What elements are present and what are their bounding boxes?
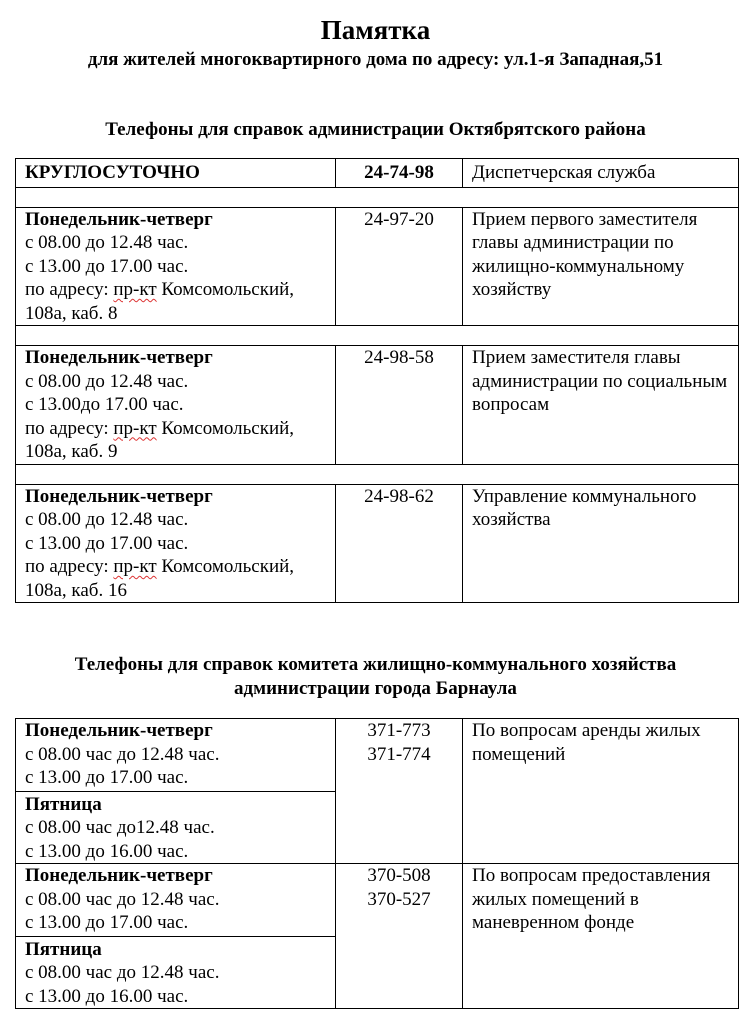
phone-number: 24-98-58 <box>336 346 463 465</box>
hours-afternoon: с 13.00 до 17.00 час. <box>25 912 189 933</box>
friday-schedule <box>16 937 335 1009</box>
friday-label: Пятница <box>25 793 102 815</box>
hours-morning: с 08.00 до 12.48 час. <box>25 509 189 530</box>
round-clock-row <box>16 159 739 188</box>
phone-number: 24-97-20 <box>336 207 463 326</box>
hours-afternoon: с 13.00 до 17.00 час. <box>25 767 189 788</box>
hours-afternoon: с 13.00 до 17.00 час. <box>25 532 189 554</box>
section2-heading-line1: Телефоны для справок комитета жилищно-коммунального хозяйства <box>74 654 677 675</box>
document-subtitle: для жителей многоквартирного дома по адресу: ул.1-я Западная,51 <box>87 49 664 70</box>
table-spacer <box>16 187 739 207</box>
phone-number: 370-527 <box>367 888 431 910</box>
phone-number: 370-508 <box>367 865 431 886</box>
description-cell: По вопросам аренды жилых помещений <box>463 719 739 864</box>
district-admin-table <box>15 158 739 603</box>
description-cell: Прием заместителя главы администрации по социальным вопросам <box>463 346 739 465</box>
friday-label: Пятница <box>25 938 102 960</box>
schedule-cell <box>16 719 336 864</box>
room: 108а, каб. 16 <box>25 579 127 601</box>
round-clock-label: КРУГЛОСУТОЧНО <box>16 159 336 188</box>
hours-morning: с 08.00 час до 12.48 час. <box>25 888 220 910</box>
days-label: Понедельник-четверг <box>25 208 213 230</box>
hours-morning: с 08.00 час до 12.48 час. <box>25 743 220 765</box>
description-cell: Управление коммунального хозяйства <box>463 484 739 603</box>
schedule-cell <box>16 864 336 1009</box>
phone-numbers <box>336 719 463 864</box>
hours-afternoon: с 13.00 до 17.00 час. <box>25 255 189 277</box>
address: по адресу: пр-кт Комсомольский, <box>25 279 295 300</box>
table-spacer <box>16 464 739 484</box>
phone-number: 371-773 <box>367 720 431 741</box>
friday-hours-afternoon: с 13.00 до 16.00 час. <box>25 985 189 1007</box>
days-label: Понедельник-четверг <box>25 865 213 886</box>
address: по адресу: пр-кт Комсомольский, <box>25 417 295 439</box>
table-spacer <box>16 326 739 346</box>
hours-afternoon: с 13.00до 17.00 час. <box>25 394 184 415</box>
friday-schedule <box>16 792 335 864</box>
table-row <box>16 346 739 465</box>
table-row <box>16 484 739 603</box>
days-label: Понедельник-четверг <box>25 720 213 741</box>
document-title: Памятка <box>320 15 431 45</box>
table-row <box>16 864 739 1009</box>
table-row <box>16 719 739 864</box>
friday-hours-morning: с 08.00 час до 12.48 час. <box>25 962 220 983</box>
friday-hours-afternoon: с 13.00 до 16.00 час. <box>25 840 189 862</box>
table-row <box>16 207 739 326</box>
round-clock-service: Диспетчерская служба <box>463 159 739 188</box>
schedule-cell <box>16 484 336 603</box>
room: 108а, каб. 9 <box>25 441 118 462</box>
section1-heading: Телефоны для справок администрации Октябрятского района <box>105 119 646 140</box>
hours-morning: с 08.00 до 12.48 час. <box>25 370 189 392</box>
days-label: Понедельник-четверг <box>25 347 213 368</box>
weekday-schedule <box>16 864 335 937</box>
hours-morning: с 08.00 до 12.48 час. <box>25 232 189 253</box>
section2-heading-line2: администрации города Барнаула <box>234 678 517 699</box>
address: по адресу: пр-кт Комсомольский, <box>25 556 295 577</box>
phone-numbers <box>336 864 463 1009</box>
room: 108а, каб. 8 <box>25 302 118 324</box>
round-clock-phone: 24-74-98 <box>336 159 463 188</box>
description-cell: По вопросам предоставления жилых помещений в маневренном фонде <box>463 864 739 1009</box>
description-cell: Прием первого заместителя главы администрации по жилищно-коммунальному хозяйству <box>463 207 739 326</box>
schedule-cell <box>16 346 336 465</box>
section2-heading <box>0 653 751 701</box>
phone-number: 371-774 <box>367 743 431 765</box>
weekday-schedule <box>16 719 335 792</box>
schedule-cell <box>16 207 336 326</box>
phone-number: 24-98-62 <box>336 484 463 603</box>
days-label: Понедельник-четверг <box>25 485 213 507</box>
friday-hours-morning: с 08.00 час до12.48 час. <box>25 817 215 838</box>
housing-committee-table <box>15 718 739 1009</box>
